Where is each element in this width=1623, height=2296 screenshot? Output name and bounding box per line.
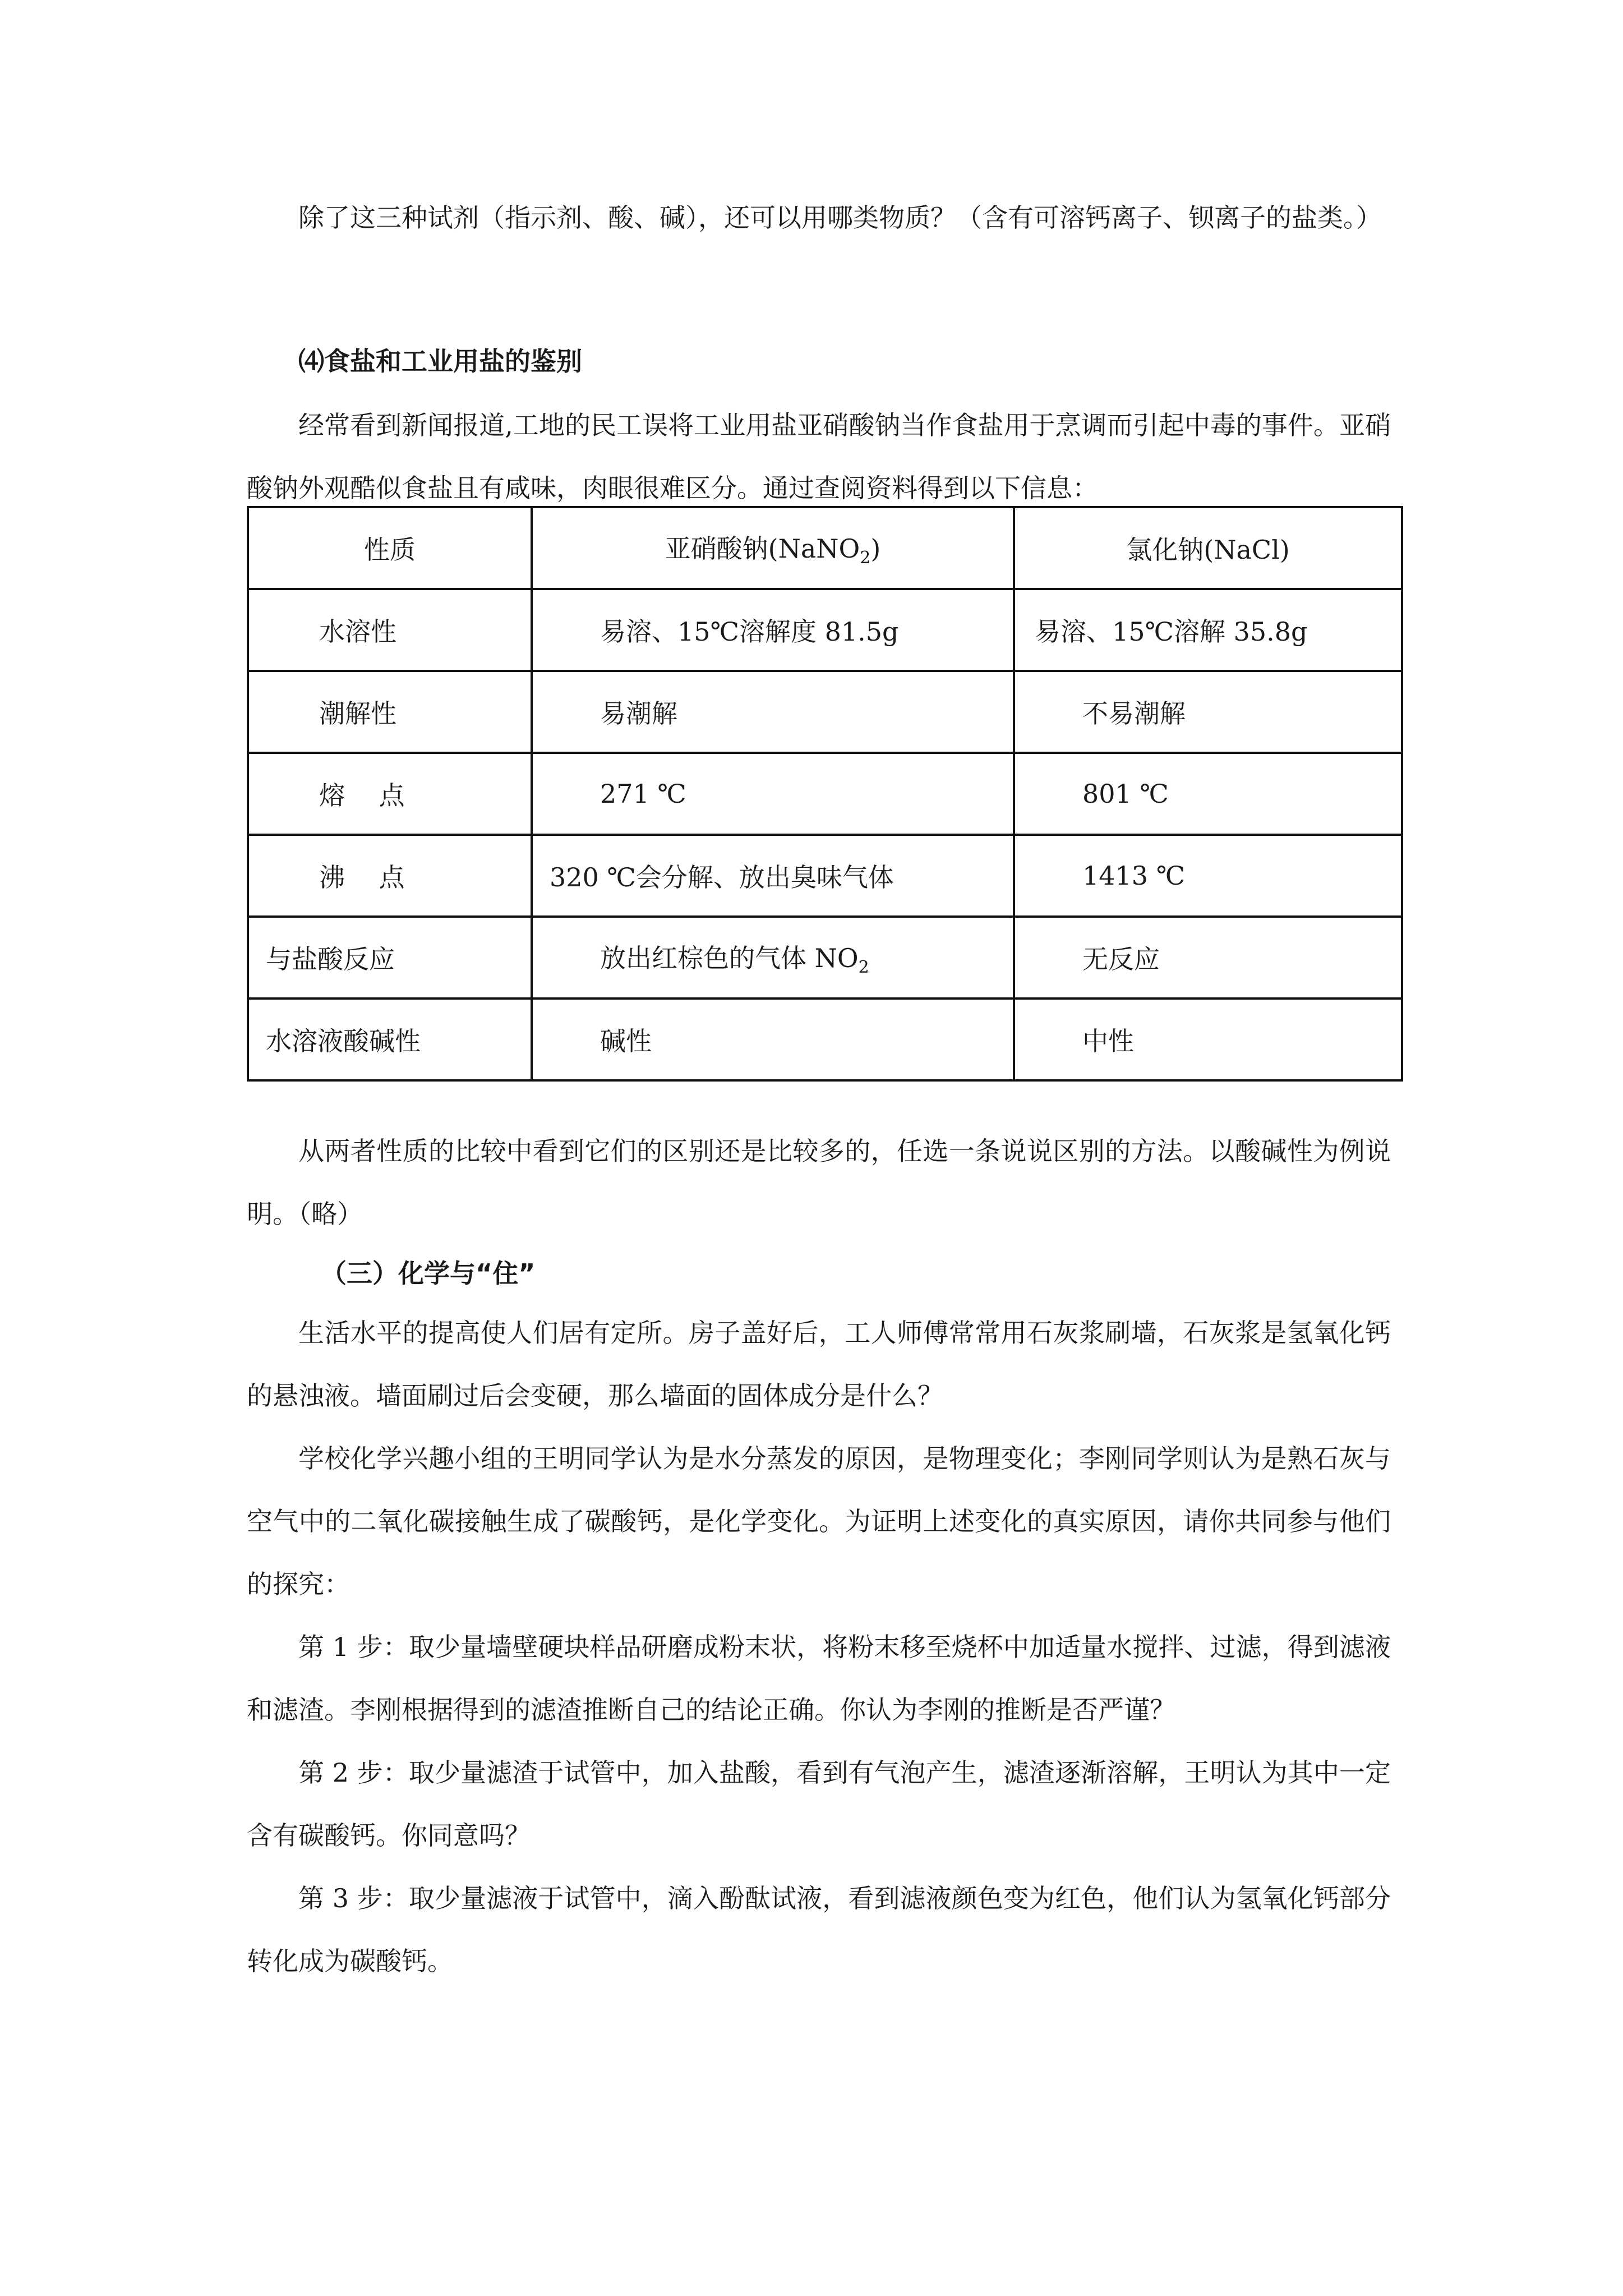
cell-property: 水溶性 <box>248 589 532 671</box>
cell-nacl: 1413 ℃ <box>1014 835 1402 917</box>
table-row <box>248 589 1402 671</box>
table-row <box>248 835 1402 917</box>
cell-property: 潮解性 <box>248 671 532 753</box>
section-3-paragraph-2: 学校化学兴趣小组的王明同学认为是水分蒸发的原因，是物理变化；李刚同学则认为是熟石灰与空气中的二氧化碳接触生成了碳酸钙，是化学变化。为证明上述变化的真实原因，请你共同参与他们的探究： <box>247 1443 1391 1599</box>
properties-table <box>247 506 1403 1082</box>
cell-property: 与盐酸反应 <box>248 917 532 999</box>
section-3-heading: （三）化学与“住” <box>321 1258 536 1289</box>
table-row <box>248 753 1402 835</box>
step-2-paragraph: 第 2 步：取少量滤渣于试管中，加入盐酸，看到有气泡产生，滤渣逐渐溶解，王明认为其中一定含有碳酸钙。你同意吗？ <box>247 1757 1391 1851</box>
cell-nacl: 易溶、15℃溶解 35.8g <box>1014 589 1402 671</box>
cell-property: 熔 点 <box>248 753 532 835</box>
section-4-heading: ⑷食盐和工业用盐的鉴别 <box>298 346 582 376</box>
cell-nano2: 放出红棕色的气体 $NO_2$ <box>532 917 1014 999</box>
header-nano2: 亚硝酸钠(NaNO$_2$) <box>532 507 1014 589</box>
table-row <box>248 999 1402 1080</box>
cell-property: 沸 点 <box>248 835 532 917</box>
table-header-row <box>248 507 1402 589</box>
header-property: 性质 <box>248 507 532 589</box>
table-row <box>248 917 1402 999</box>
cell-property: 水溶液酸碱性 <box>248 999 532 1080</box>
section-3-paragraph-1: 生活水平的提高使人们居有定所。房子盖好后，工人师傅常常用石灰浆刷墙，石灰浆是氢氧化钙的悬浊液。墙面刷过后会变硬，那么墙面的固体成分是什么？ <box>247 1318 1391 1411</box>
step-3-paragraph: 第 3 步：取少量滤液于试管中，滴入酚酞试液，看到滤液颜色变为红色，他们认为氢氧化钙部分转化成为碳酸钙。 <box>247 1883 1391 1976</box>
cell-nacl: 无反应 <box>1014 917 1402 999</box>
cell-nacl: 中性 <box>1014 999 1402 1080</box>
cell-nacl: 不易潮解 <box>1014 671 1402 753</box>
cell-nano2: 320 ℃会分解、放出臭味气体 <box>532 835 1014 917</box>
step-1-paragraph: 第 1 步：取少量墙壁硬块样品研磨成粉末状，将粉末移至烧杯中加适量水搅拌、过滤，得到滤液和滤渣。李刚根据得到的滤渣推断自己的结论正确。你认为李刚的推断是否严谨？ <box>247 1632 1391 1725</box>
table-row <box>248 671 1402 753</box>
cell-nacl: 801 ℃ <box>1014 753 1402 835</box>
after-table-paragraph: 从两者性质的比较中看到它们的区别还是比较多的，任选一条说说区别的方法。以酸碱性为例说明。（略） <box>247 1136 1391 1229</box>
cell-nano2: 271 ℃ <box>532 753 1014 835</box>
header-nacl: 氯化钠(NaCl) <box>1014 507 1402 589</box>
cell-nano2: 碱性 <box>532 999 1014 1080</box>
cell-nano2: 易潮解 <box>532 671 1014 753</box>
intro-question: 除了这三种试剂（指示剂、酸、碱），还可以用哪类物质？（含有可溶钙离子、钡离子的盐类。） <box>298 203 1382 233</box>
section-4-paragraph: 经常看到新闻报道,工地的民工误将工业用盐亚硝酸钠当作食盐用于烹调而引起中毒的事件。亚硝酸钠外观酷似食盐且有咸味，肉眼很难区分。通过查阅资料得到以下信息： <box>247 410 1391 503</box>
cell-nano2: 易溶、15℃溶解度 81.5g <box>532 589 1014 671</box>
